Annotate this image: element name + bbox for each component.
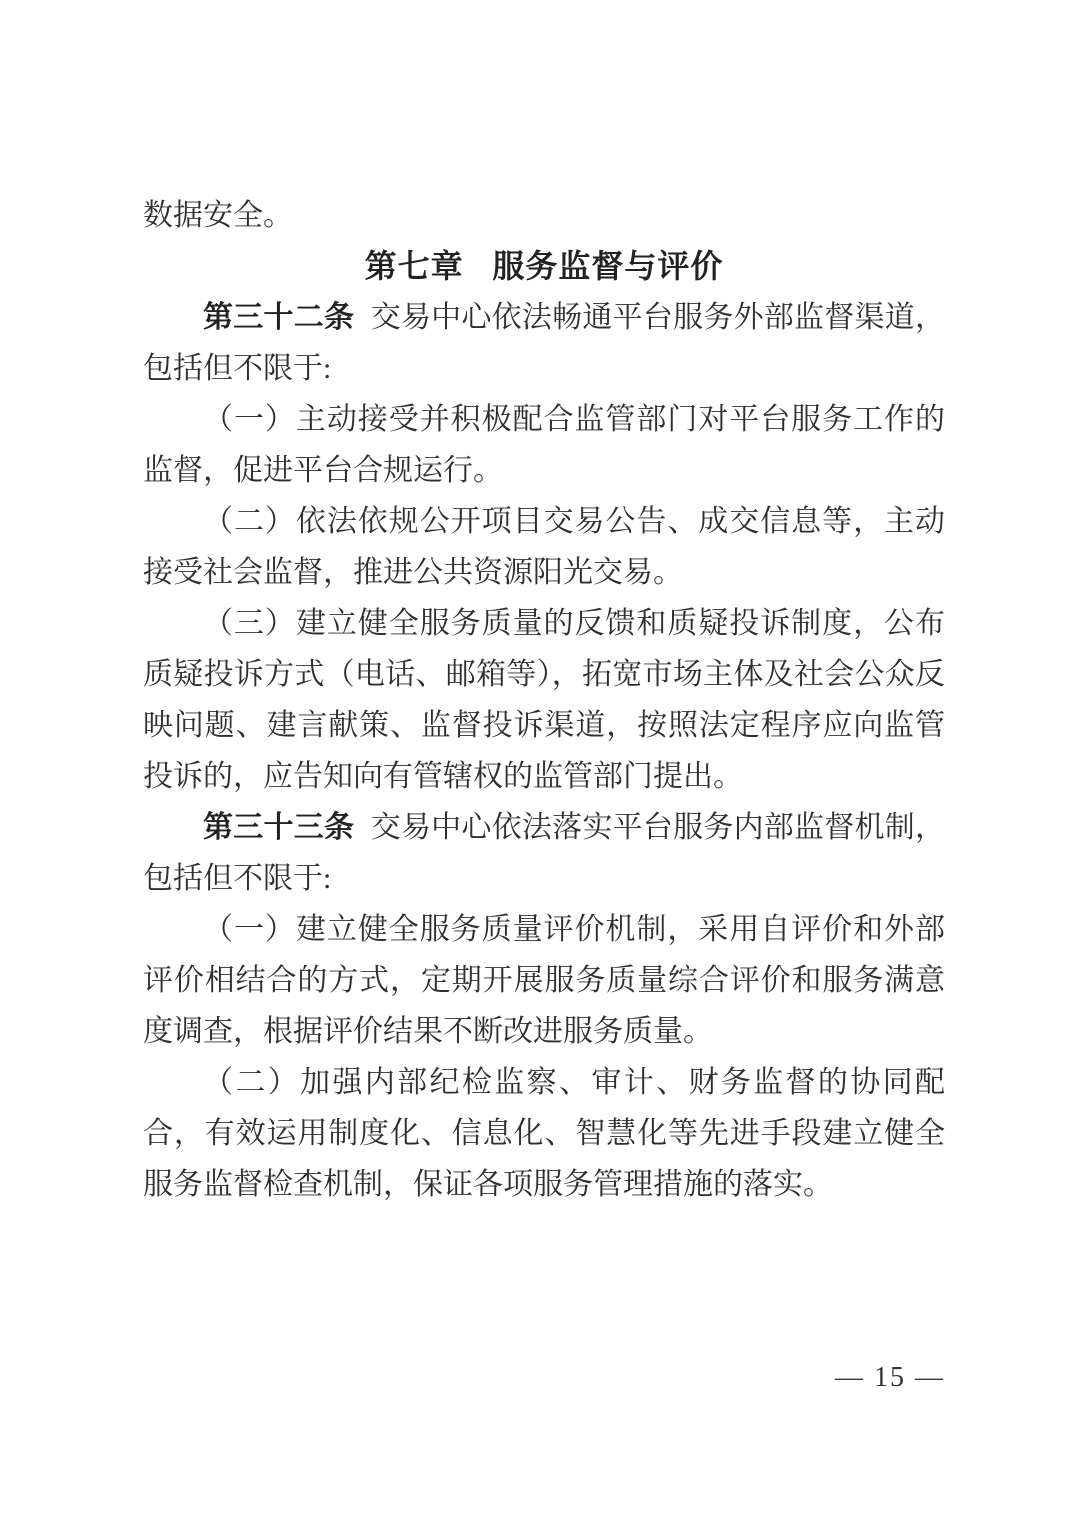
article-32-item-3: （三）建立健全服务质量的反馈和质疑投诉制度，公布质疑投诉方式（电话、邮箱等），拓宽市场主体及社会公众反映问题、建言献策、监督投诉渠道，按照法定程序应向监管投诉的，应告知向有管辖权的监管部门提出。 <box>143 607 945 793</box>
article-33-intro-text: 交易中心依法落实平台服务内部监督机制，包括但不限于: <box>143 811 946 895</box>
page-number: — 15 — <box>835 1362 945 1393</box>
article-32-intro <box>143 292 945 394</box>
article-32-item-2: （二）依法依规公开项目交易公告、成交信息等，主动接受社会监督，推进公共资源阳光交易。 <box>143 505 945 589</box>
page-content <box>143 190 945 1210</box>
article-33-item-2: （二）加强内部纪检监察、审计、财务监督的协同配合，有效运用制度化、信息化、智慧化等先进手段建立健全服务监督检查机制，保证各项服务管理措施的落实。 <box>143 1066 945 1201</box>
article-33-item-1: （一）建立健全服务质量评价机制，采用自评价和外部评价相结合的方式，定期开展服务质量综合评价和服务满意度调查，根据评价结果不断改进服务质量。 <box>143 913 945 1048</box>
article-33-intro <box>143 802 945 904</box>
chapter-heading <box>143 241 945 292</box>
article-32-intro-text: 交易中心依法畅通平台服务外部监督渠道，包括但不限于: <box>143 301 946 385</box>
chapter-number: 第七章 <box>364 248 464 284</box>
chapter-title: 服务监督与评价 <box>492 248 724 284</box>
article-32-item-1: （一）主动接受并积极配合监管部门对平台服务工作的监督，促进平台合规运行。 <box>143 403 945 487</box>
article-33-label: 第三十三条 <box>203 811 355 844</box>
article-32-label: 第三十二条 <box>203 301 355 334</box>
continuation-paragraph: 数据安全。 <box>143 199 293 232</box>
